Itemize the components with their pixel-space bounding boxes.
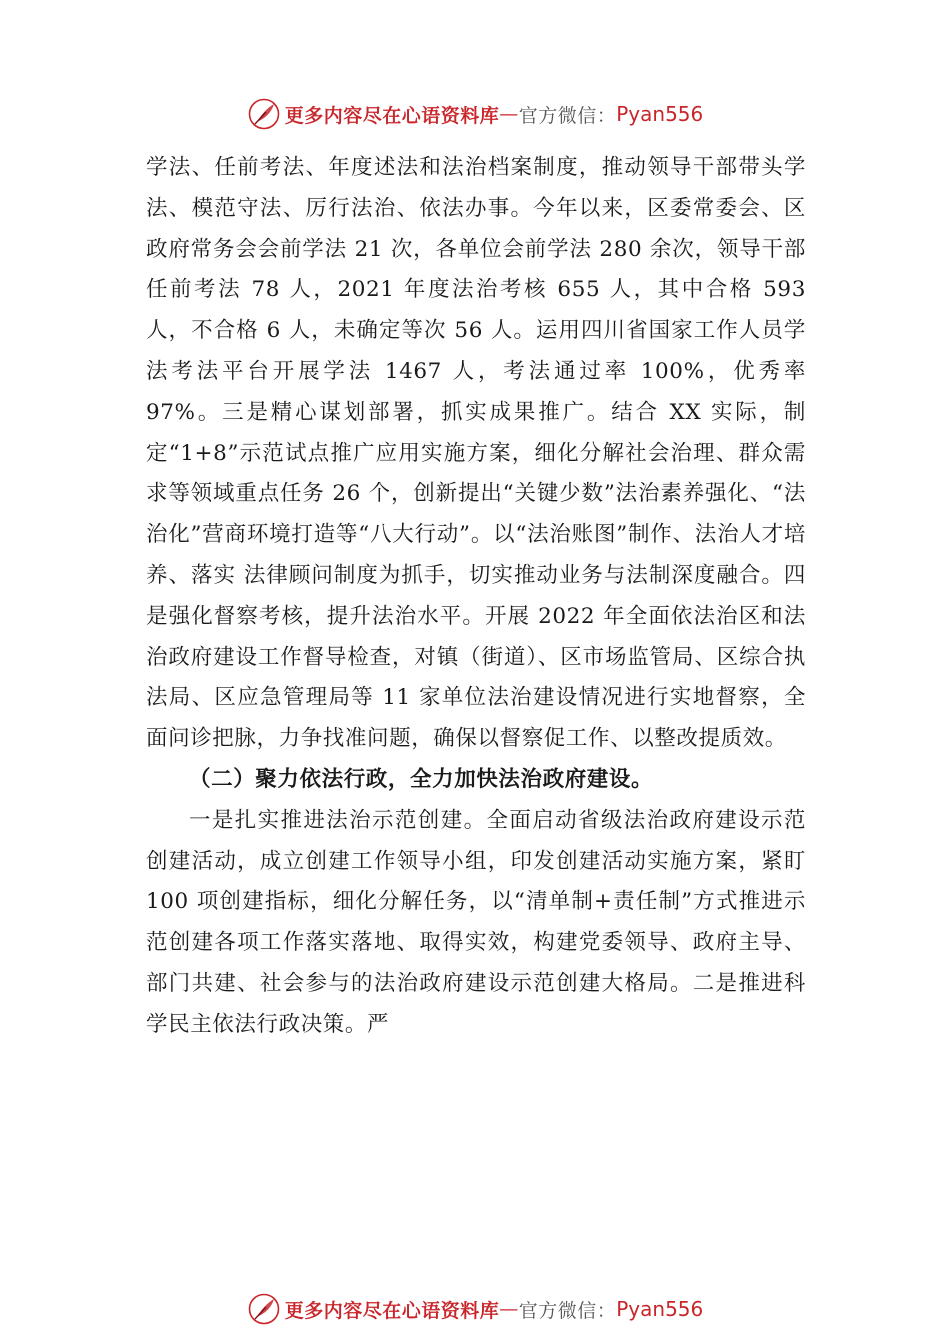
watermark-brand: 更多内容尽在心语资料库 (284, 104, 500, 127)
watermark-brand: 更多内容尽在心语资料库 (284, 1299, 500, 1322)
watermark-label: 官方微信： (518, 1299, 617, 1322)
feather-quill-logo-icon (247, 1292, 281, 1326)
document-body (146, 148, 806, 1046)
watermark-wechat-id: Pyan556 (616, 1297, 704, 1321)
section-heading: （二）聚力依法行政，全力加快法治政府建设。 (189, 766, 654, 792)
watermark-separator: — (499, 1298, 519, 1320)
footer-watermark (0, 1289, 950, 1329)
body-paragraph-continued: 学法、任前考法、年度述法和法治档案制度，推动领导干部带头学法、模范守法、厉行法治、依法办事。今年以来，区委常委会、区政府常务会会前学法 21 次，各单位会前学法 280 余次，领导干部任前考法 78 人，2021 年度法治考核 655 人，其中合格 593 人，不合格 6 人，未确定等次 56 人。运用四川省国家工作人员学法考法平台开展学法 1467 人，考法通过率 100%，优秀率 97%。三是精心谋划部署，抓实成果推广。结合 XX 实际，制定“1+8”示范试点推广应用实施方案，细化分解社会治理、群众需求等领域重点任务 26 个，创新提出“关键少数”法治素养强化、“法治化”营商环境打造等“八大行动”。以“法治账图”制作、法治人才培养、落实 法律顾问制度为抓手，切实推动业务与法制深度融合。四是强化督察考核，提升法治水平。开展 2022 年全面依法治区和法治政府建设工作督导检查，对镇（街道）、区市场监管局、区综合执法局、区应急管理局等 11 家单位法治建设情况进行实地督察，全面问诊把脉，力争找准问题，确保以督察促工作、以整改提质效。 (146, 155, 806, 752)
watermark-label: 官方微信： (518, 104, 617, 127)
feather-quill-logo-icon (247, 97, 281, 131)
watermark-wechat-id: Pyan556 (616, 102, 704, 126)
body-paragraph: 一是扎实推进法治示范创建。全面启动省级法治政府建设示范创建活动，成立创建工作领导小组，印发创建活动实施方案，紧盯 100 项创建指标，细化分解任务，以“清单制+责任制”方式推进示范创建各项工作落实落地、取得实效，构建党委领导、政府主导、部门共建、社会参与的法治政府建设示范创建大格局。二是推进科学民主依法行政决策。严 (146, 807, 806, 1037)
watermark-separator: — (499, 103, 519, 125)
header-watermark (0, 94, 950, 134)
